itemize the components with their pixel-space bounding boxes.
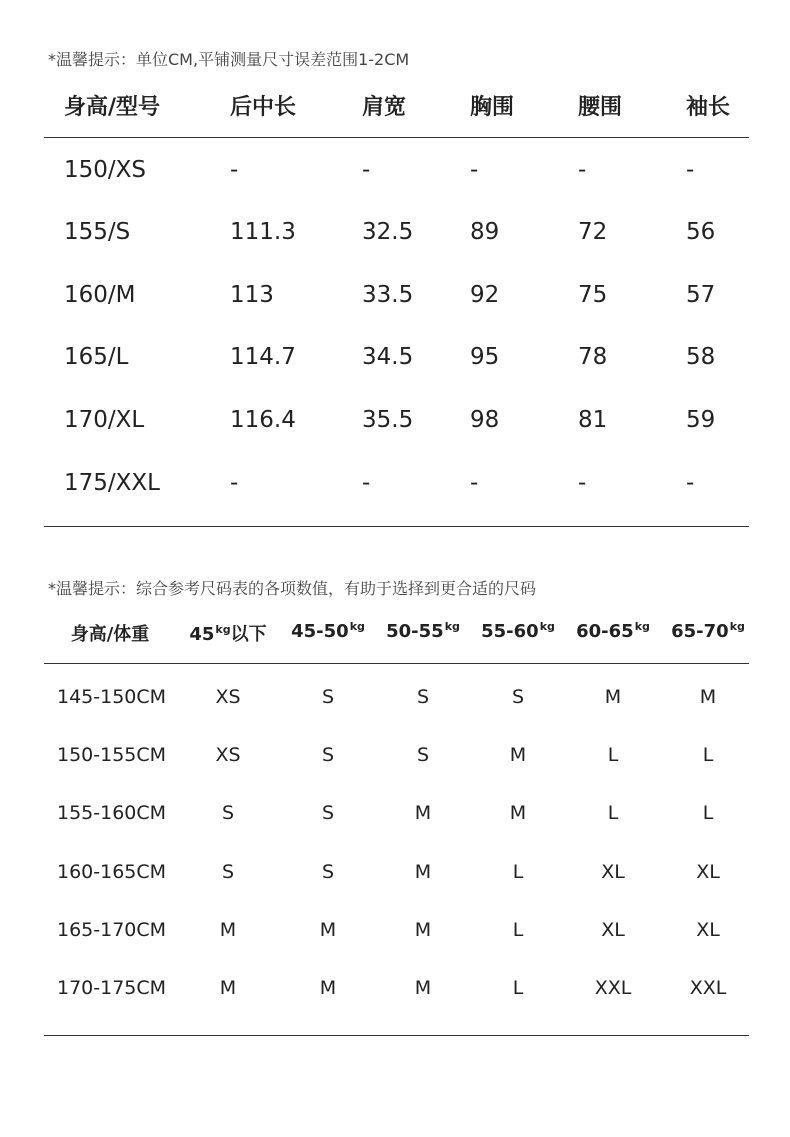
table1-header-cell: 腰围 xyxy=(578,95,623,120)
table1-size-label: 175/XXL xyxy=(64,470,160,496)
table2-height-range: 150-155CM xyxy=(57,744,167,766)
table1-value-cell: 72 xyxy=(578,219,608,245)
table2-size-cell: L xyxy=(512,977,524,999)
header-unit-superscript: kg xyxy=(729,620,745,633)
table1-value-cell: - xyxy=(230,470,239,496)
header-range-text: 45 xyxy=(189,624,215,645)
table1-size-label: 170/XL xyxy=(64,407,145,433)
table1-value-cell: 59 xyxy=(686,407,716,433)
table2-header-cell xyxy=(386,620,460,642)
table2-size-cell: XL xyxy=(601,861,625,883)
table2-bottom-divider xyxy=(44,1035,749,1036)
table2-size-cell: M xyxy=(414,977,432,999)
size-table-note: *温馨提示：单位CM,平铺测量尺寸误差范围1-2CM xyxy=(48,50,410,69)
table2-size-cell: XL xyxy=(601,919,625,941)
table1-value-cell: 78 xyxy=(578,344,608,370)
table2-size-cell: S xyxy=(221,861,235,883)
table1-value-cell: 32.5 xyxy=(362,219,414,245)
table2-size-cell: S xyxy=(511,686,525,708)
table1-size-label: 150/XS xyxy=(64,157,147,183)
table2-height-range: 145-150CM xyxy=(57,686,167,708)
table2-header-cell xyxy=(671,620,745,642)
table2-size-cell: S xyxy=(321,744,335,766)
header-range-text: 65-70 xyxy=(671,621,729,642)
table2-header-cell xyxy=(71,620,150,646)
table2-size-cell: L xyxy=(702,802,714,824)
header-unit-superscript: kg xyxy=(215,623,231,636)
table2-size-cell: M xyxy=(414,802,432,824)
header-range-text: 50-55 xyxy=(386,621,444,642)
table1-value-cell: 81 xyxy=(578,407,608,433)
table2-header-cell xyxy=(189,620,266,646)
table2-height-range: 155-160CM xyxy=(57,802,167,824)
table1-size-label: 160/M xyxy=(64,282,136,308)
table2-size-cell: XL xyxy=(696,919,720,941)
header-suffix-text: 以下 xyxy=(230,624,267,645)
table1-value-cell: - xyxy=(470,157,479,183)
table2-size-cell: L xyxy=(512,919,524,941)
table1-value-cell: - xyxy=(578,157,587,183)
table2-size-cell: M xyxy=(219,919,237,941)
table2-size-cell: M xyxy=(414,861,432,883)
table2-size-cell: S xyxy=(416,686,430,708)
table2-size-cell: XS xyxy=(215,686,241,708)
table2-size-cell: S xyxy=(416,744,430,766)
table2-size-cell: M xyxy=(414,919,432,941)
header-range-text: 55-60 xyxy=(481,621,539,642)
table1-value-cell: 114.7 xyxy=(230,344,296,370)
header-range-text: 身高/体重 xyxy=(70,624,150,645)
table1-value-cell: 92 xyxy=(470,282,500,308)
table2-header-cell xyxy=(481,620,555,642)
table2-size-cell: L xyxy=(512,861,524,883)
table2-header-cell xyxy=(291,620,365,642)
table2-height-range: 170-175CM xyxy=(57,977,167,999)
table1-value-cell: 95 xyxy=(470,344,500,370)
table2-size-cell: M xyxy=(509,744,527,766)
table2-size-cell: XXL xyxy=(594,977,632,999)
table2-size-cell: M xyxy=(699,686,717,708)
table1-value-cell: - xyxy=(362,157,371,183)
table1-value-cell: - xyxy=(230,157,239,183)
table1-value-cell: 116.4 xyxy=(230,407,296,433)
table1-value-cell: - xyxy=(686,470,695,496)
table2-size-cell: S xyxy=(321,861,335,883)
table2-size-cell: L xyxy=(607,802,619,824)
table1-value-cell: 56 xyxy=(686,219,716,245)
header-unit-superscript: kg xyxy=(349,620,365,633)
table1-value-cell: 89 xyxy=(470,219,500,245)
table1-header-cell: 身高/型号 xyxy=(64,95,161,120)
table1-header-cell: 胸围 xyxy=(470,95,515,120)
table1-value-cell: - xyxy=(578,470,587,496)
table1-header-cell: 袖长 xyxy=(686,95,731,120)
table2-size-cell: L xyxy=(607,744,619,766)
table1-value-cell: - xyxy=(470,470,479,496)
table1-value-cell: 34.5 xyxy=(362,344,414,370)
table2-size-cell: S xyxy=(321,686,335,708)
table2-size-cell: M xyxy=(319,977,337,999)
table2-height-range: 165-170CM xyxy=(57,919,167,941)
table1-value-cell: 35.5 xyxy=(362,407,414,433)
table2-size-cell: M xyxy=(219,977,237,999)
table1-value-cell: 98 xyxy=(470,407,500,433)
table2-size-cell: M xyxy=(604,686,622,708)
table2-header-divider xyxy=(44,663,749,664)
table1-header-cell: 肩宽 xyxy=(362,95,407,120)
table2-height-range: 160-165CM xyxy=(57,861,167,883)
table2-size-cell: XXL xyxy=(689,977,727,999)
table2-size-cell: XS xyxy=(215,744,241,766)
header-range-text: 45-50 xyxy=(291,621,349,642)
header-unit-superscript: kg xyxy=(444,620,460,633)
table2-size-cell: XL xyxy=(696,861,720,883)
header-unit-superscript: kg xyxy=(539,620,555,633)
table1-value-cell: 57 xyxy=(686,282,716,308)
table2-size-cell: M xyxy=(509,802,527,824)
table1-value-cell: 58 xyxy=(686,344,716,370)
table1-size-label: 155/S xyxy=(64,219,131,245)
table1-value-cell: 111.3 xyxy=(230,219,296,245)
table1-value-cell: 33.5 xyxy=(362,282,414,308)
table2-size-cell: L xyxy=(702,744,714,766)
table2-size-cell: S xyxy=(221,802,235,824)
table2-size-cell: S xyxy=(321,802,335,824)
table2-header-cell xyxy=(576,620,650,642)
header-range-text: 60-65 xyxy=(576,621,634,642)
table1-header-cell: 后中长 xyxy=(230,95,297,120)
table1-header-divider xyxy=(44,137,749,138)
fit-table-note: *温馨提示：综合参考尺码表的各项数值，有助于选择到更合适的尺码 xyxy=(48,579,537,598)
table1-bottom-divider xyxy=(44,526,749,527)
table1-value-cell: 113 xyxy=(230,282,274,308)
table1-size-label: 165/L xyxy=(64,344,129,370)
table1-value-cell: - xyxy=(362,470,371,496)
table2-size-cell: M xyxy=(319,919,337,941)
table1-value-cell: 75 xyxy=(578,282,608,308)
table1-value-cell: - xyxy=(686,157,695,183)
header-unit-superscript: kg xyxy=(634,620,650,633)
